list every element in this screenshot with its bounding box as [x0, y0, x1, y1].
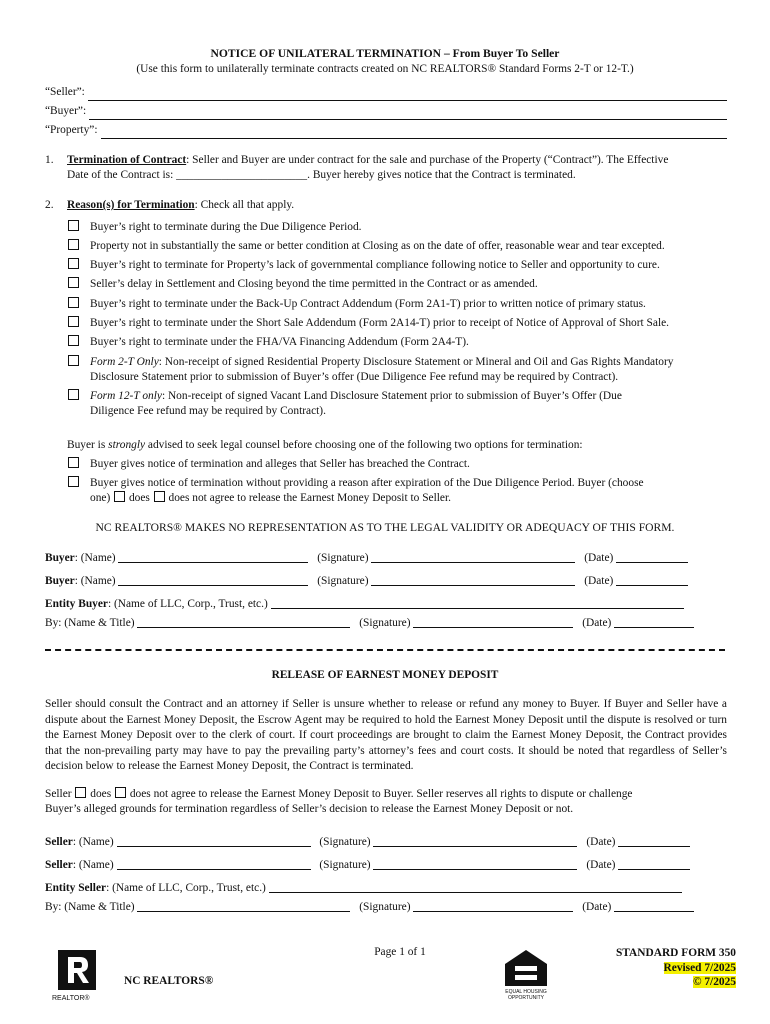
buyer-signature-row	[45, 574, 715, 590]
form2t-label: Form 2-T Only	[90, 356, 159, 368]
entity-seller-field[interactable]	[269, 881, 682, 893]
section2-intro	[67, 198, 732, 214]
reason-text: Property not in substantially the same or better condition at Closing as on the date of offer, reasonable wear and tear excepted.	[90, 240, 665, 252]
signature-label: (Signature)	[319, 836, 371, 848]
checkbox[interactable]	[68, 277, 79, 288]
seller-field[interactable]	[45, 85, 727, 101]
page-number: Page 1 of 1	[374, 946, 426, 958]
reason-item	[67, 258, 732, 274]
buyer-field[interactable]	[45, 104, 727, 120]
realtor-r-icon	[58, 950, 96, 990]
checkbox-seller-does[interactable]	[75, 787, 86, 798]
name-label: : (Name)	[74, 552, 116, 564]
reason-item	[67, 277, 732, 293]
advice-em: strongly	[108, 439, 146, 451]
signature-label: (Signature)	[319, 859, 371, 871]
date-label: (Date)	[584, 552, 614, 564]
seller-date-field[interactable]	[618, 858, 690, 870]
realtor-logo-text: REALTOR®	[52, 995, 90, 1002]
dashed-divider	[45, 649, 725, 651]
by-signature-field[interactable]	[413, 900, 573, 912]
form2t-text-a: : Non-receipt of signed Residential Property Disclosure Statement or Mineral and Oil and Gas Rights Mandatory	[158, 356, 674, 368]
release-heading: RELEASE OF EARNEST MONEY DEPOSIT	[271, 669, 499, 681]
signature-label: (Signature)	[317, 552, 369, 564]
checkbox[interactable]	[68, 297, 79, 308]
reason-text: Buyer’s right to terminate under the FHA/VA Financing Addendum (Form 2A4-T).	[90, 336, 469, 348]
buyer-date-field[interactable]	[616, 551, 688, 563]
entity-buyer-field[interactable]	[271, 597, 684, 609]
checkbox[interactable]	[68, 239, 79, 250]
signature-label: (Signature)	[359, 617, 411, 629]
checkbox-seller-does-not[interactable]	[115, 787, 126, 798]
by-label: By: (Name & Title)	[45, 617, 135, 629]
section1-heading: Termination of Contract	[67, 154, 187, 166]
buyer-signature-field[interactable]	[371, 551, 575, 563]
date-label: (Date)	[586, 859, 616, 871]
checkbox[interactable]	[68, 335, 79, 346]
date-label: (Date)	[582, 901, 612, 913]
buyer-line[interactable]	[89, 108, 727, 120]
option2-b3: does not agree to release the Earnest Money Deposit to Seller.	[165, 492, 451, 504]
seller-label: “Seller”:	[45, 86, 85, 98]
checkbox-does-not[interactable]	[154, 491, 165, 502]
reason-text: Buyer’s right to terminate under the Back-Up Contract Addendum (Form 2A1-T) prior to written notice of primary status.	[90, 298, 646, 310]
property-label: “Property”:	[45, 124, 98, 136]
reason-item	[67, 220, 732, 236]
seller-name-field[interactable]	[117, 835, 311, 847]
seller-sig-label: Seller	[45, 859, 73, 871]
equal-housing-icon	[503, 948, 549, 988]
name-label: : (Name)	[72, 859, 114, 871]
choice-a2: does	[87, 788, 114, 800]
date-label: (Date)	[584, 575, 614, 587]
by-name-field[interactable]	[137, 900, 350, 912]
entity-buyer-row	[45, 597, 715, 613]
seller-line[interactable]	[88, 89, 727, 101]
checkbox[interactable]	[68, 316, 79, 327]
name-label: : (Name)	[72, 836, 114, 848]
by-name-field[interactable]	[137, 616, 350, 628]
checkbox[interactable]	[68, 457, 79, 468]
advice-post: advised to seek legal counsel before choosing one of the following two options for termination:	[145, 439, 583, 451]
section2-heading: Reason(s) for Termination	[67, 199, 195, 211]
option2-b1: one)	[90, 492, 114, 504]
entity-seller-label: Entity Seller	[45, 882, 107, 894]
reason-item	[67, 335, 732, 351]
entity-seller-row	[45, 881, 715, 897]
checkbox-does[interactable]	[114, 491, 125, 502]
section2-intro-text: : Check all that apply.	[194, 199, 295, 211]
buyer-date-field[interactable]	[616, 574, 688, 586]
by-date-field[interactable]	[614, 616, 694, 628]
seller-sig-label: Seller	[45, 836, 73, 848]
section2-number: 2.	[45, 199, 54, 211]
entity-desc: : (Name of LLC, Corp., Trust, etc.)	[107, 598, 268, 610]
checkbox[interactable]	[68, 220, 79, 231]
section1-number: 1.	[45, 154, 54, 166]
copyright	[600, 975, 736, 991]
form12t-text-b: Diligence Fee refund may be required by Contract).	[90, 405, 326, 417]
checkbox[interactable]	[68, 476, 79, 487]
section1-text-b: Date of the Contract is: _______________________. Buyer hereby gives notice that the Contract is terminated.	[67, 169, 576, 181]
option2-text-b	[90, 491, 730, 507]
advice-pre: Buyer is	[67, 439, 109, 451]
reason-text: Seller’s delay in Settlement and Closing beyond the time permitted in the Contract or as amended.	[90, 278, 538, 290]
by-signature-field[interactable]	[413, 616, 573, 628]
buyer-sig-label: Buyer	[45, 552, 75, 564]
choice-a1: Seller	[45, 788, 75, 800]
buyer-signature-field[interactable]	[371, 574, 575, 586]
property-field[interactable]	[45, 123, 727, 139]
seller-signature-field[interactable]	[373, 858, 577, 870]
reason-item	[67, 239, 732, 255]
checkbox[interactable]	[68, 258, 79, 269]
checkbox[interactable]	[68, 355, 79, 366]
option2-text-a: Buyer gives notice of termination without providing a reason after expiration of the Due Diligence Period. Buyer (choose	[90, 477, 644, 489]
buyer-name-field[interactable]	[118, 574, 308, 586]
revised-text: Revised 7/2025	[663, 962, 736, 974]
reason-item	[67, 316, 732, 332]
buyer-label: “Buyer”:	[45, 105, 87, 117]
choice-a3: does not agree to release the Earnest Money Deposit to Buyer. Seller reserves all rights to dispute or challenge	[127, 788, 633, 800]
advice-text	[67, 438, 732, 454]
buyer-name-field[interactable]	[118, 551, 308, 563]
reason-text: Buyer’s right to terminate under the Short Sale Addendum (Form 2A14-T) prior to receipt of Notice of Approval of Short Sale.	[90, 317, 670, 329]
form-number: STANDARD FORM 350	[615, 947, 736, 959]
entity-buyer-label: Entity Buyer	[45, 598, 108, 610]
name-label: : (Name)	[74, 575, 116, 587]
release-paragraph: Seller should consult the Contract and an attorney if Seller is unsure whether to release or refund any money to Buyer. If Buyer and Seller have a dispute about the Earnest Money Deposit, the Escrow Agent may be required to hold the Earnest Money Deposit until the dispute is resolved or turn the Earnest Money Deposit over to the clerk of court. If court proceedings are brought to claim the Earnest Money Deposit, the Contract provides that the non-prevailing party may have to pay the prevailing party’s attorney’s fees and court costs. It should be noted that regardless of Seller’s decision below to release the Earnest Money Deposit, the Contract is terminated.	[45, 698, 727, 772]
seller-choice	[45, 787, 727, 803]
by-seller-row	[45, 900, 715, 916]
form12t-text-a: : Non-receipt of signed Vacant Land Disclosure Statement prior to submission of Buyer’s Offer (Due	[161, 390, 622, 402]
date-label: (Date)	[582, 617, 612, 629]
date-label: (Date)	[586, 836, 616, 848]
seller-signature-field[interactable]	[373, 835, 577, 847]
signature-label: (Signature)	[317, 575, 369, 587]
form-subtitle: (Use this form to unilaterally terminate contracts created on NC REALTORS® Standard Forms 2-T or 12-T.)	[136, 63, 634, 75]
form12t-label: Form 12-T only	[90, 390, 162, 402]
disclaimer: NC REALTORS® MAKES NO REPRESENTATION AS TO THE LEGAL VALIDITY OR ADEQUACY OF THIS FORM.	[95, 521, 675, 534]
advice-option-1	[67, 457, 732, 473]
seller-choice-b: Buyer’s alleged grounds for termination regardless of Seller’s decision to release the Earnest Money Deposit or not.	[45, 803, 574, 815]
org-name: NC REALTORS®	[124, 975, 214, 987]
reason-item	[67, 297, 732, 313]
reason-text: Buyer’s right to terminate for Property’s lack of governmental compliance following notice to Seller and opportunity to cure.	[90, 259, 660, 271]
reason-item-form12t	[67, 389, 732, 405]
property-line[interactable]	[101, 127, 727, 139]
advice-option-2	[67, 476, 732, 492]
buyer-signature-row	[45, 551, 715, 567]
section1-text-a: : Seller and Buyer are under contract for the sale and purchase of the Property (“Contract”). The Effective	[186, 154, 669, 166]
seller-signature-row	[45, 858, 715, 874]
section1-text	[67, 153, 732, 169]
by-buyer-row	[45, 616, 715, 632]
form-title: NOTICE OF UNILATERAL TERMINATION – From Buyer To Seller	[210, 47, 560, 60]
reason-item-form2t	[67, 355, 732, 371]
option2-b2: does	[126, 492, 153, 504]
copyright-text: © 7/2025	[693, 976, 736, 988]
entity-desc: : (Name of LLC, Corp., Trust, etc.)	[106, 882, 266, 894]
form2t-text-b: Disclosure Statement prior to submission of Buyer’s offer (Due Diligence Fee refund may be required by Contract).	[90, 371, 619, 383]
signature-label: (Signature)	[359, 901, 411, 913]
by-date-field[interactable]	[614, 900, 694, 912]
realtor-logo	[58, 950, 96, 990]
by-label: By: (Name & Title)	[45, 901, 135, 913]
option1-text: Buyer gives notice of termination and alleges that Seller has breached the Contract.	[90, 458, 470, 470]
seller-signature-row	[45, 835, 715, 851]
reason-text: Buyer’s right to terminate during the Due Diligence Period.	[90, 221, 362, 233]
eho-text: EQUAL HOUSING OPPORTUNITY	[505, 989, 547, 1001]
checkbox[interactable]	[68, 389, 79, 400]
buyer-sig-label: Buyer	[45, 575, 75, 587]
seller-name-field[interactable]	[117, 858, 311, 870]
seller-date-field[interactable]	[618, 835, 690, 847]
